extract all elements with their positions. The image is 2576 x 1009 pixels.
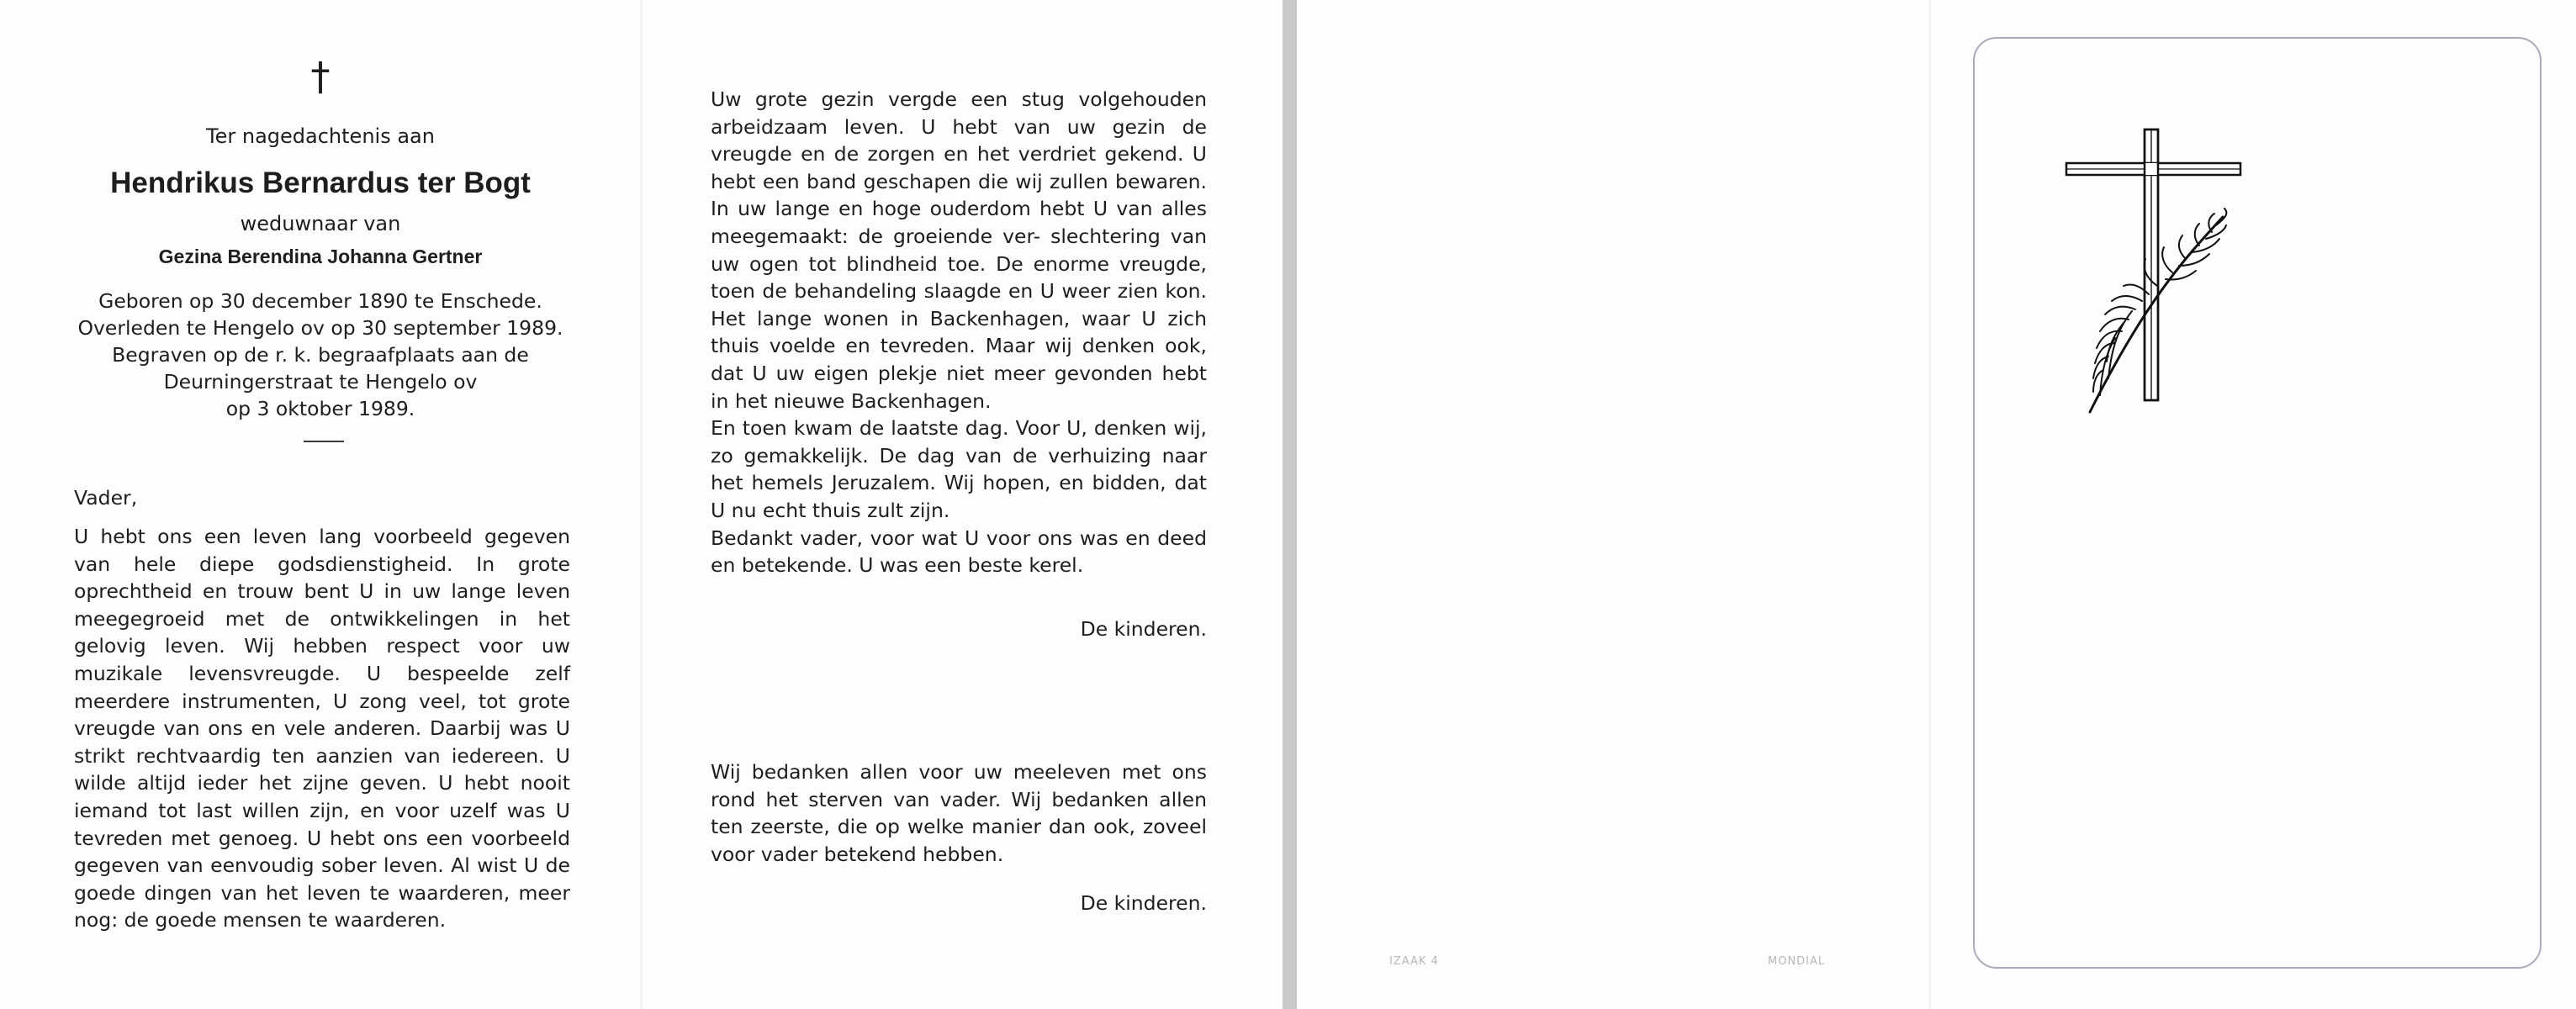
signature-children: De kinderen. — [1080, 617, 1207, 641]
page-two — [642, 0, 1283, 1009]
tribute-paragraph-2: Uw grote gezin vergde een stug volgehouden arbeidzaam leven. U hebt van uw gezin de vreugde en de zorgen en het verdriet gekend. U hebt een band geschapen die wij zullen bewaren. In uw lange en hoge ouderdom hebt U van alles meegemaakt: de groeiende ver- slechtering van uw ogen tot blindheid toe. De enorme vreugde, toen de behandeling slaagde en U weer zien kon. Het lange wonen in Backenhagen, waar U zich thuis voelde en tevreden. Maar wij denken ook, dat U uw eigen plekje niet meer gevonden hebt in het nieuwe Backenhagen. — [711, 87, 1207, 413]
signature-children-thanks: De kinderen. — [1080, 891, 1207, 915]
memorial-intro: Ter nagedachtenis aan — [206, 124, 435, 148]
tribute-paragraph-4: Bedankt vader, voor wat U voor ons was en deed en betekende. U was een beste kerel. — [711, 526, 1207, 578]
thanks-paragraph: Wij bedanken allen voor uw meeleven met ons rond het sterven van vader. Wij bedanken allen ten zeerste, die op welke manier dan ook, zoveel voor vader betekend hebben. — [711, 760, 1207, 866]
tribute-paragraph-1: U hebt ons een leven lang voorbeeld gegeven van hele diepe godsdienstigheid. In grote oprechtheid en trouw bent U in uw lange leven meegegroeid met de ontwikkelingen in het gelovig leven. Wij hebben respect voor uw muzikale levensvreugde. U bespeelde zelf meerdere instrumenten, U zong veel, tot grote vreugde van ons en vele anderen. Daarbij was U strikt rechtvaardig ten aanzien van iedereen. U wilde altijd ieder het zijne geven. U hebt nooit iemand tot last willen zijn, en voor uzelf was U tevreden met genoeg. U hebt ons een voorbeeld gegeven van eenvoudig sober leven. Al wist U de goede dingen van het leven te waarderen, meer nog: de goede mensen te waarderen. — [74, 525, 570, 932]
printer-mark-right: MONDIAL — [1768, 955, 1826, 968]
printer-mark-left: IZAAK 4 — [1389, 955, 1439, 968]
salutation: Vader, — [74, 486, 138, 510]
death-line: Overleden te Hengelo ov op 30 september 1989. — [77, 316, 563, 340]
dagger-cross-icon: † — [310, 54, 331, 99]
page-one — [0, 0, 641, 1009]
birth-line: Geboren op 30 december 1890 te Enschede. — [98, 289, 542, 313]
spouse-name: Gezina Berendina Johanna Gertner — [158, 246, 483, 267]
burial-line: Begraven op de r. k. begraafplaats aan de — [112, 343, 529, 367]
tribute-paragraph-3: En toen kwam de laatste dag. Voor U, denken wij, zo gemakkelijk. De dag van de verhuizing naar het hemels Jeruzalem. Wij hopen, en bidden, dat U nu echt thuis zult zijn. — [711, 416, 1207, 522]
card-outer-spread — [1297, 0, 2576, 1009]
widower-label: weduwnaar van — [240, 212, 401, 235]
tribute-text-block — [711, 86, 1207, 579]
divider — [304, 441, 344, 442]
burial-street-line: Deurningerstraat te Hengelo ov — [163, 370, 478, 394]
cross-palm-icon — [2065, 126, 2250, 420]
fold-line — [1929, 0, 1931, 1009]
card-inner-spread — [0, 0, 1283, 1009]
burial-date-line: op 3 oktober 1989. — [225, 397, 415, 420]
deceased-name: Hendrikus Bernardus ter Bogt — [110, 166, 531, 199]
cover-frame — [1973, 37, 2542, 969]
life-dates — [0, 288, 641, 422]
